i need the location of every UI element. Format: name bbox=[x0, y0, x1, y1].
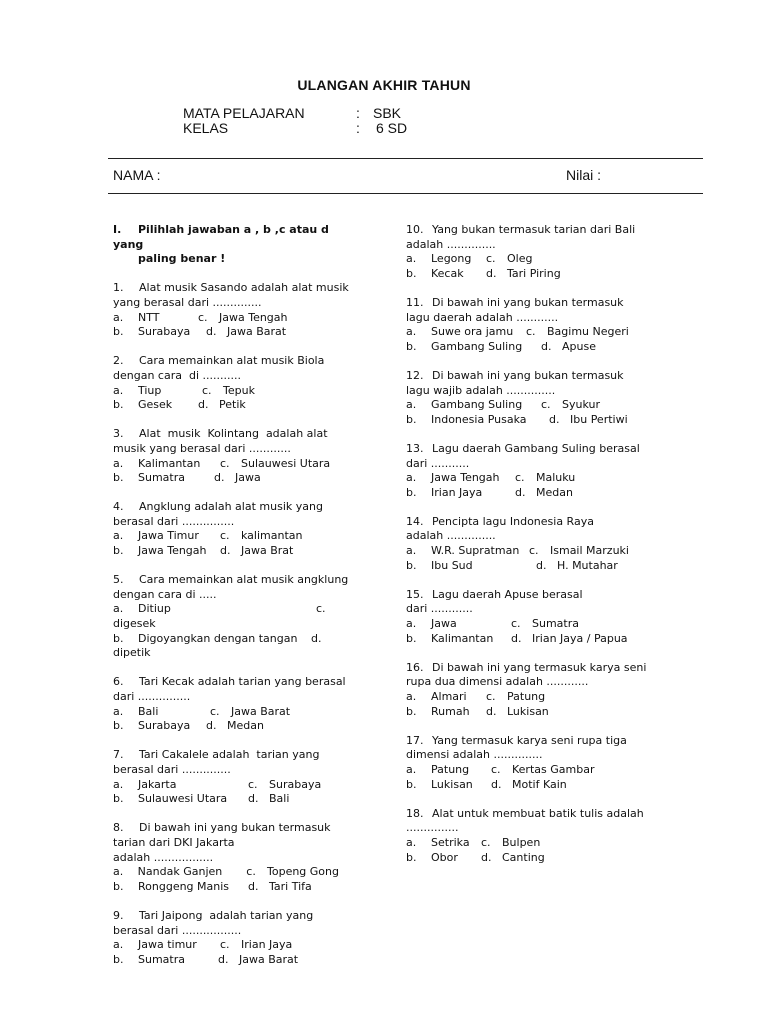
option-a: Bali bbox=[138, 704, 159, 718]
question-number: 16. bbox=[406, 660, 424, 674]
option-c: Patung bbox=[507, 690, 546, 703]
option-row bbox=[113, 471, 339, 486]
question-text: Alat musik Sasando adalah alat musik bbox=[139, 281, 349, 295]
option-row bbox=[113, 719, 339, 734]
option-letter: d. bbox=[481, 850, 492, 864]
question-number: 6. bbox=[113, 675, 124, 689]
option-letter: a. bbox=[113, 777, 124, 791]
option-row bbox=[113, 778, 339, 793]
option-letter: a. bbox=[406, 617, 417, 631]
question-stem bbox=[113, 675, 346, 690]
option-letter: b. bbox=[113, 544, 124, 558]
option-d: Tari Tifa bbox=[269, 879, 312, 893]
option-b: Ibu Sud bbox=[431, 558, 473, 572]
option-letter: a. bbox=[406, 690, 417, 703]
option-row bbox=[406, 763, 656, 778]
option-b: Lukisan bbox=[431, 777, 473, 791]
question-stem bbox=[406, 442, 656, 457]
question-number: 13. bbox=[406, 441, 424, 455]
option-b: Sumatra bbox=[138, 471, 185, 485]
option-letter: a. bbox=[406, 835, 417, 849]
score-label: Nilai : bbox=[566, 167, 602, 183]
option-a: Tiup bbox=[138, 383, 162, 397]
question-number: 2. bbox=[113, 354, 124, 368]
question-text: Yang bukan termasuk tarian dari Bali bbox=[432, 223, 636, 236]
question-text: Tari Kecak adalah tarian yang berasal bbox=[139, 675, 346, 689]
question-text: yang berasal dari .............. bbox=[113, 295, 262, 309]
subject-row bbox=[183, 106, 407, 121]
option-letter: d. bbox=[214, 471, 225, 485]
question-text: dari ............ bbox=[406, 602, 473, 616]
question-text: ............... bbox=[406, 821, 459, 835]
option-letter: b. bbox=[406, 704, 417, 718]
option-d: Bali bbox=[269, 792, 290, 806]
option-letter: d. bbox=[549, 412, 560, 426]
question-number: 4. bbox=[113, 500, 124, 514]
option-letter: d. bbox=[515, 485, 526, 499]
option-letter: a. bbox=[113, 602, 124, 616]
option-letter: c. bbox=[198, 310, 208, 324]
question-text: lagu daerah adalah ............ bbox=[406, 310, 559, 324]
question-number: 5. bbox=[113, 573, 124, 587]
option-row bbox=[406, 690, 656, 705]
option-letter: b. bbox=[113, 879, 124, 893]
option-letter: d. bbox=[248, 879, 259, 893]
option-d: Lukisan bbox=[507, 704, 549, 718]
option-a: Jakarta bbox=[138, 777, 177, 791]
option-letter: d. bbox=[218, 952, 229, 966]
option-c: Sumatra bbox=[532, 617, 579, 631]
question-6 bbox=[113, 675, 346, 733]
option-b: Indonesia Pusaka bbox=[431, 412, 527, 426]
option-letter: a. bbox=[113, 383, 124, 397]
option-letter: b. bbox=[406, 850, 417, 864]
option-b: Sulauwesi Utara bbox=[138, 792, 228, 806]
question-stem bbox=[113, 821, 339, 836]
question-text: dengan cara di ........... bbox=[113, 368, 241, 382]
option-d: Motif Kain bbox=[512, 777, 567, 791]
question-number: 12. bbox=[406, 368, 424, 382]
option-row bbox=[406, 559, 656, 574]
option-c: Irian Jaya bbox=[241, 938, 293, 952]
question-stem bbox=[406, 588, 656, 603]
option-letter: c. bbox=[248, 777, 258, 791]
question-stem bbox=[406, 661, 656, 676]
question-number: 18. bbox=[406, 806, 424, 820]
question-text: Tari Cakalele adalah tarian yang bbox=[139, 748, 320, 762]
question-14 bbox=[406, 515, 656, 573]
option-row bbox=[113, 792, 339, 807]
question-number: 15. bbox=[406, 587, 424, 601]
option-letter: a. bbox=[113, 529, 124, 543]
option-d: Jawa bbox=[235, 471, 261, 485]
question-stem bbox=[406, 223, 656, 238]
option-a: Jawa Timur bbox=[138, 529, 199, 543]
option-letter: a. bbox=[113, 865, 124, 879]
option-row bbox=[113, 544, 339, 559]
question-stem bbox=[406, 296, 656, 311]
question-17 bbox=[406, 734, 656, 792]
question-number: 11. bbox=[406, 295, 424, 309]
option-letter: b. bbox=[113, 952, 124, 966]
question-number: 3. bbox=[113, 427, 124, 441]
subject-label: MATA PELAJARAN bbox=[183, 105, 305, 121]
option-row bbox=[113, 880, 339, 895]
option-letter: a. bbox=[406, 325, 417, 339]
subject-value: SBK bbox=[373, 105, 402, 121]
question-number: 17. bbox=[406, 733, 424, 747]
option-letter: a. bbox=[406, 544, 417, 558]
option-c: Kertas Gambar bbox=[512, 762, 595, 776]
option-letter: b. bbox=[406, 339, 417, 353]
question-text: dimensi adalah .............. bbox=[406, 748, 543, 762]
option-letter: a. bbox=[113, 310, 124, 324]
question-text: dari ........... bbox=[406, 456, 470, 470]
option-row bbox=[113, 865, 339, 880]
option-letter: c. bbox=[316, 602, 326, 616]
option-d: Jawa Barat bbox=[239, 952, 299, 966]
right-column bbox=[406, 223, 656, 880]
instruction bbox=[113, 223, 339, 267]
question-text: Angklung adalah alat musik yang bbox=[139, 500, 323, 514]
option-a: Kalimantan bbox=[138, 456, 201, 470]
question-11 bbox=[406, 296, 656, 354]
colon: : bbox=[356, 105, 360, 121]
option-row bbox=[406, 252, 656, 267]
option-a: Jawa bbox=[431, 617, 457, 631]
option-d: Medan bbox=[227, 719, 264, 733]
question-13 bbox=[406, 442, 656, 500]
option-b: Kalimantan bbox=[431, 631, 494, 645]
instruction-number: I. bbox=[113, 223, 122, 236]
question-stem bbox=[113, 909, 339, 924]
option-c: Tepuk bbox=[223, 383, 255, 397]
option-letter: c. bbox=[541, 398, 551, 412]
option-letter: b. bbox=[113, 471, 124, 485]
option-row bbox=[406, 413, 656, 428]
question-text: Pencipta lagu Indonesia Raya bbox=[432, 514, 594, 528]
option-c: Topeng Gong bbox=[267, 865, 339, 879]
question-stem bbox=[406, 369, 656, 384]
option-row bbox=[113, 705, 339, 720]
question-text: Lagu daerah Apuse berasal bbox=[432, 587, 583, 601]
option-row bbox=[406, 486, 656, 501]
question-text: Di bawah ini yang bukan termasuk bbox=[139, 821, 331, 835]
option-letter: b. bbox=[406, 266, 417, 280]
option-letter: c. bbox=[246, 865, 256, 879]
option-letter: d. bbox=[486, 704, 497, 718]
option-letter: c. bbox=[220, 529, 230, 543]
option-letter: c. bbox=[491, 762, 501, 776]
option-b: Surabaya bbox=[138, 325, 191, 339]
option-c: Jawa Barat bbox=[231, 704, 291, 718]
option-d: dipetik bbox=[113, 646, 151, 660]
option-c: Ismail Marzuki bbox=[550, 544, 629, 558]
option-c: Maluku bbox=[536, 471, 576, 485]
option-letter: b. bbox=[113, 325, 124, 339]
question-7 bbox=[113, 748, 339, 806]
question-number: 9. bbox=[113, 908, 124, 922]
question-8 bbox=[113, 821, 339, 894]
question-text: dengan cara di ..... bbox=[113, 587, 217, 601]
question-text: adalah .............. bbox=[406, 237, 496, 251]
question-text: dari ............... bbox=[113, 690, 191, 703]
option-letter: d. bbox=[206, 719, 217, 733]
option-row bbox=[406, 267, 656, 282]
colon: : bbox=[356, 120, 360, 136]
option-b: Irian Jaya bbox=[431, 485, 483, 499]
option-row bbox=[406, 836, 656, 851]
question-text: berasal dari ............... bbox=[113, 514, 235, 528]
question-stem bbox=[406, 734, 656, 749]
option-d: Petik bbox=[219, 398, 246, 412]
option-letter: c. bbox=[515, 471, 525, 485]
option-a: Patung bbox=[431, 762, 470, 776]
option-row bbox=[406, 325, 656, 340]
option-d: Jawa Brat bbox=[241, 544, 294, 558]
option-c: Surabaya bbox=[269, 777, 322, 791]
option-d: Irian Jaya / Papua bbox=[532, 631, 628, 645]
option-row bbox=[406, 471, 656, 486]
class-row bbox=[183, 121, 407, 136]
option-b: Gesek bbox=[138, 398, 173, 412]
option-row bbox=[113, 938, 339, 953]
question-9 bbox=[113, 909, 339, 967]
question-stem bbox=[113, 500, 339, 515]
option-a: Setrika bbox=[431, 835, 470, 849]
option-letter: b. bbox=[113, 398, 124, 412]
option-letter: c. bbox=[526, 325, 536, 339]
question-10 bbox=[406, 223, 656, 281]
question-text: berasal dari ................. bbox=[113, 923, 242, 937]
option-letter: a. bbox=[406, 762, 417, 776]
option-c: Oleg bbox=[507, 252, 533, 266]
option-letter: d. bbox=[311, 631, 322, 645]
instruction-line: Pilihlah jawaban a , b ,c atau d yang bbox=[113, 223, 329, 251]
question-text: adalah .............. bbox=[406, 529, 496, 543]
option-row bbox=[113, 457, 339, 472]
option-row bbox=[113, 311, 339, 326]
option-a: Jawa timur bbox=[138, 938, 197, 952]
option-d: Medan bbox=[536, 485, 573, 499]
question-stem bbox=[113, 573, 349, 588]
option-letter: c. bbox=[481, 835, 491, 849]
option-b: Jawa Tengah bbox=[138, 544, 207, 558]
option-letter: b. bbox=[406, 412, 417, 426]
option-b: Digoyangkan dengan tangan bbox=[138, 631, 298, 645]
option-letter: c. bbox=[486, 690, 496, 703]
option-letter: b. bbox=[406, 485, 417, 499]
option-letter: a. bbox=[113, 704, 124, 718]
question-text: adalah ................. bbox=[113, 850, 214, 864]
option-letter: d. bbox=[536, 558, 547, 572]
option-row bbox=[406, 851, 656, 866]
class-label: KELAS bbox=[183, 120, 229, 136]
question-15 bbox=[406, 588, 656, 646]
question-text: Alat untuk membuat batik tulis adalah bbox=[432, 806, 644, 820]
divider-top bbox=[108, 158, 703, 159]
question-text: musik yang berasal dari ............ bbox=[113, 441, 291, 455]
question-3 bbox=[113, 427, 339, 485]
option-row bbox=[113, 384, 339, 399]
option-d: Tari Piring bbox=[507, 266, 561, 280]
option-letter: c. bbox=[511, 617, 521, 631]
question-12 bbox=[406, 369, 656, 427]
option-letter: b. bbox=[113, 631, 124, 645]
option-a: Nandak Ganjen bbox=[137, 865, 223, 879]
question-text: Yang termasuk karya seni rupa tiga bbox=[432, 733, 627, 747]
option-d: Ibu Pertiwi bbox=[570, 412, 628, 426]
exam-meta bbox=[183, 106, 407, 136]
option-c: digesek bbox=[113, 617, 156, 631]
option-row bbox=[406, 778, 656, 793]
name-label: NAMA : bbox=[113, 167, 161, 183]
option-letter: c. bbox=[202, 383, 212, 397]
option-row bbox=[113, 953, 339, 968]
option-row bbox=[406, 398, 656, 413]
option-row bbox=[406, 617, 656, 632]
option-d: H. Mutahar bbox=[557, 558, 618, 572]
option-letter: c. bbox=[486, 252, 496, 266]
question-number: 14. bbox=[406, 514, 424, 528]
question-text: lagu wajib adalah .............. bbox=[406, 383, 556, 397]
question-number: 10. bbox=[406, 223, 424, 236]
option-row bbox=[406, 705, 656, 720]
option-a: Gambang Suling bbox=[431, 398, 523, 412]
question-stem bbox=[113, 748, 339, 763]
option-c: Jawa Tengah bbox=[219, 310, 288, 324]
option-b: Gambang Suling bbox=[431, 339, 523, 353]
option-a: Legong bbox=[431, 252, 472, 266]
option-a: W.R. Supratman bbox=[431, 544, 520, 558]
left-column bbox=[113, 223, 349, 982]
question-text: Alat musik Kolintang adalah alat bbox=[139, 427, 328, 441]
option-a: Suwe ora jamu bbox=[431, 325, 514, 339]
option-letter: d. bbox=[511, 631, 522, 645]
instruction-line: paling benar ! bbox=[138, 252, 226, 266]
option-a: Almari bbox=[431, 690, 467, 703]
option-letter: b. bbox=[113, 792, 124, 806]
option-letter: d. bbox=[220, 544, 231, 558]
option-letter: a. bbox=[113, 938, 124, 952]
option-letter: c. bbox=[529, 544, 539, 558]
question-text: Di bawah ini yang bukan termasuk bbox=[432, 295, 624, 309]
page-title: ULANGAN AKHIR TAHUN bbox=[297, 77, 471, 93]
question-16 bbox=[406, 661, 656, 719]
option-row bbox=[406, 544, 656, 559]
option-b: Ronggeng Manis bbox=[138, 879, 230, 893]
option-letter: c. bbox=[210, 704, 220, 718]
question-stem bbox=[113, 281, 349, 296]
option-row bbox=[113, 325, 339, 340]
question-text: Cara memainkan alat musik angklung bbox=[139, 573, 349, 587]
option-letter: d. bbox=[486, 266, 497, 280]
question-18 bbox=[406, 807, 656, 865]
option-letter: b. bbox=[406, 558, 417, 572]
question-text: Cara memainkan alat musik Biola bbox=[139, 354, 325, 368]
option-letter: b. bbox=[406, 777, 417, 791]
question-2 bbox=[113, 354, 339, 412]
option-a: Ditiup bbox=[138, 602, 171, 616]
class-value: 6 SD bbox=[376, 120, 408, 136]
question-text: berasal dari .............. bbox=[113, 762, 231, 776]
option-c: Bulpen bbox=[502, 835, 541, 849]
option-row bbox=[113, 529, 339, 544]
question-text: Tari Jaipong adalah tarian yang bbox=[139, 908, 314, 922]
option-letter: c. bbox=[220, 938, 230, 952]
question-4 bbox=[113, 500, 339, 558]
divider-bottom bbox=[108, 193, 703, 194]
question-text: Lagu daerah Gambang Suling berasal bbox=[432, 441, 640, 455]
question-1 bbox=[113, 281, 349, 339]
option-a: Jawa Tengah bbox=[431, 471, 500, 485]
option-c: Syukur bbox=[562, 398, 600, 412]
question-number: 8. bbox=[113, 821, 124, 835]
question-text: tarian dari DKI Jakarta bbox=[113, 835, 235, 849]
option-b: Surabaya bbox=[138, 719, 191, 733]
option-letter: d. bbox=[541, 339, 552, 353]
option-letter: b. bbox=[406, 631, 417, 645]
question-stem bbox=[406, 807, 656, 822]
question-number: 7. bbox=[113, 748, 124, 762]
option-letter: d. bbox=[206, 325, 217, 339]
option-letter: a. bbox=[406, 252, 417, 266]
question-stem bbox=[113, 427, 339, 442]
option-letter: d. bbox=[491, 777, 502, 791]
option-d: Canting bbox=[502, 850, 545, 864]
option-a: NTT bbox=[138, 310, 160, 324]
option-letter: a. bbox=[406, 471, 417, 485]
question-number: 1. bbox=[113, 281, 124, 295]
question-text: Di bawah ini yang termasuk karya seni bbox=[432, 660, 647, 674]
option-letter: d. bbox=[198, 398, 209, 412]
option-b: Sumatra bbox=[138, 952, 185, 966]
question-5 bbox=[113, 573, 349, 661]
option-d: Apuse bbox=[562, 339, 596, 353]
option-c: Bagimu Negeri bbox=[547, 325, 629, 339]
option-letter: d. bbox=[248, 792, 259, 806]
option-c: Sulauwesi Utara bbox=[241, 456, 331, 470]
question-stem bbox=[406, 515, 656, 530]
option-letter: a. bbox=[113, 456, 124, 470]
option-letter: a. bbox=[406, 398, 417, 412]
option-b: Obor bbox=[431, 850, 458, 864]
option-d: Jawa Barat bbox=[227, 325, 287, 339]
question-text: rupa dua dimensi adalah ............ bbox=[406, 675, 589, 689]
option-letter: b. bbox=[113, 719, 124, 733]
option-b: Kecak bbox=[431, 266, 464, 280]
option-row bbox=[113, 398, 339, 413]
option-row bbox=[406, 632, 656, 647]
question-stem bbox=[113, 354, 339, 369]
option-letter: c. bbox=[220, 456, 230, 470]
option-b: Rumah bbox=[431, 704, 470, 718]
question-text: Di bawah ini yang bukan termasuk bbox=[432, 368, 624, 382]
option-c: kalimantan bbox=[241, 529, 303, 543]
option-row bbox=[406, 340, 656, 355]
